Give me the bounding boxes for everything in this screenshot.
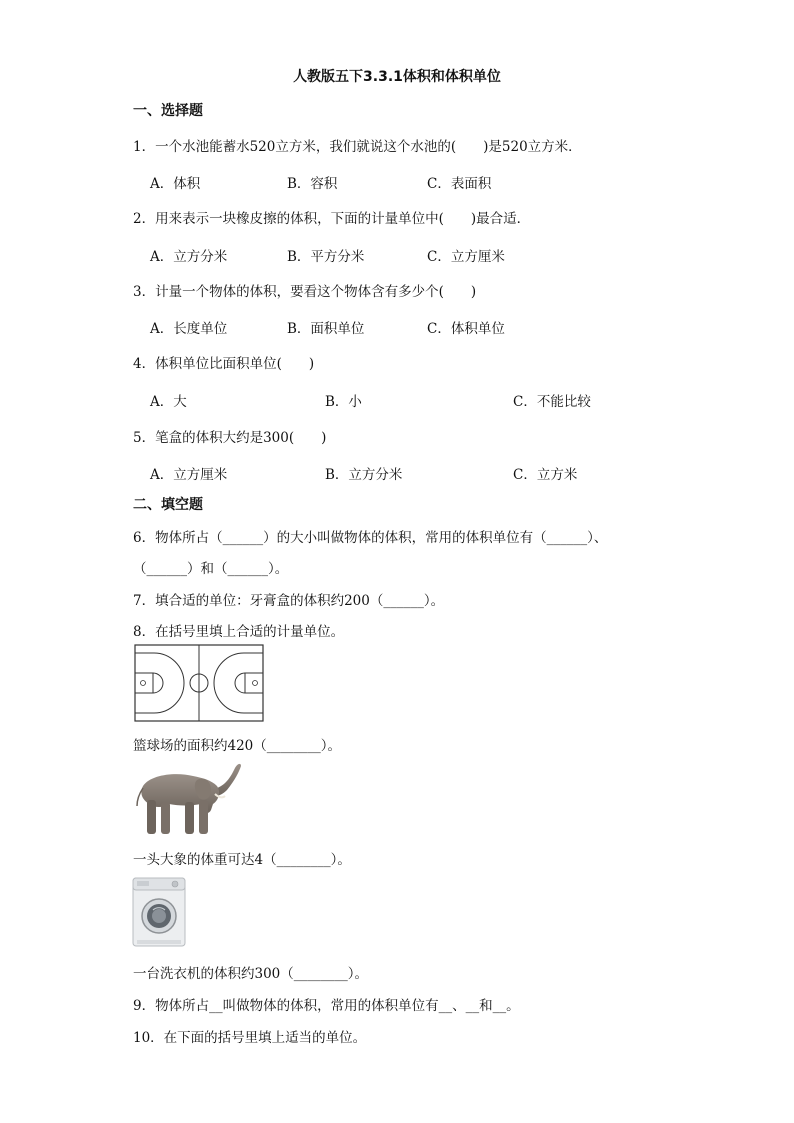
question-10: 10．在下面的括号里填上适当的单位。 <box>133 1030 367 1046</box>
elephant-question: 一头大象的体重可达4（________）。 <box>133 852 351 868</box>
washing-machine-photo <box>131 876 187 948</box>
q2-option-b: B．平方分米 <box>287 249 365 265</box>
q5-option-b: B．立方分米 <box>325 467 403 483</box>
question-9: 9．物体所占__叫做物体的体积，常用的体积单位有__、__和__。 <box>133 998 520 1014</box>
question-2: 2．用来表示一块橡皮擦的体积，下面的计量单位中( )最合适． <box>133 211 531 227</box>
page-title: 人教版五下3.3.1体积和体积单位 <box>293 69 501 85</box>
q2-option-a: A．立方分米 <box>150 249 228 265</box>
q4-option-b: B．小 <box>325 394 362 410</box>
q5-option-c: C．立方米 <box>513 467 578 483</box>
q3-option-b: B．面积单位 <box>287 321 365 337</box>
q2-option-c: C．立方厘米 <box>427 249 505 265</box>
washer-question: 一台洗衣机的体积约300（________）。 <box>133 966 369 982</box>
basketball-court-diagram <box>134 644 264 722</box>
question-6-line-2: （______）和（______）。 <box>133 561 289 577</box>
section-choice-heading: 一、选择题 <box>133 103 203 119</box>
question-3: 3．计量一个物体的体积，要看这个物体含有多少个( ) <box>133 284 477 300</box>
question-8: 8．在括号里填上合适的计量单位。 <box>133 624 345 640</box>
q4-option-c: C．不能比较 <box>513 394 591 410</box>
q1-option-c: C．表面积 <box>427 176 492 192</box>
court-question: 篮球场的面积约420（________）。 <box>133 738 342 754</box>
q3-option-c: C．体积单位 <box>427 321 505 337</box>
question-5: 5．笔盒的体积大约是300( ) <box>133 430 327 446</box>
q5-option-a: A．立方厘米 <box>150 467 228 483</box>
q4-option-a: A．大 <box>150 394 187 410</box>
elephant-photo <box>131 758 243 838</box>
question-4: 4．体积单位比面积单位( ) <box>133 356 315 372</box>
question-7: 7．填合适的单位：牙膏盒的体积约200（______）。 <box>133 593 445 609</box>
question-6-line-1: 6．物体所占（______）的大小叫做物体的体积，常用的体积单位有（______）、 <box>133 530 608 546</box>
q3-option-a: A．长度单位 <box>150 321 228 337</box>
section-fill-heading: 二、填空题 <box>133 497 203 513</box>
q1-option-b: B．容积 <box>287 176 338 192</box>
question-1: 1．一个水池能蓄水520立方米，我们就说这个水池的( )是520立方米． <box>133 139 582 155</box>
q1-option-a: A．体积 <box>150 176 201 192</box>
